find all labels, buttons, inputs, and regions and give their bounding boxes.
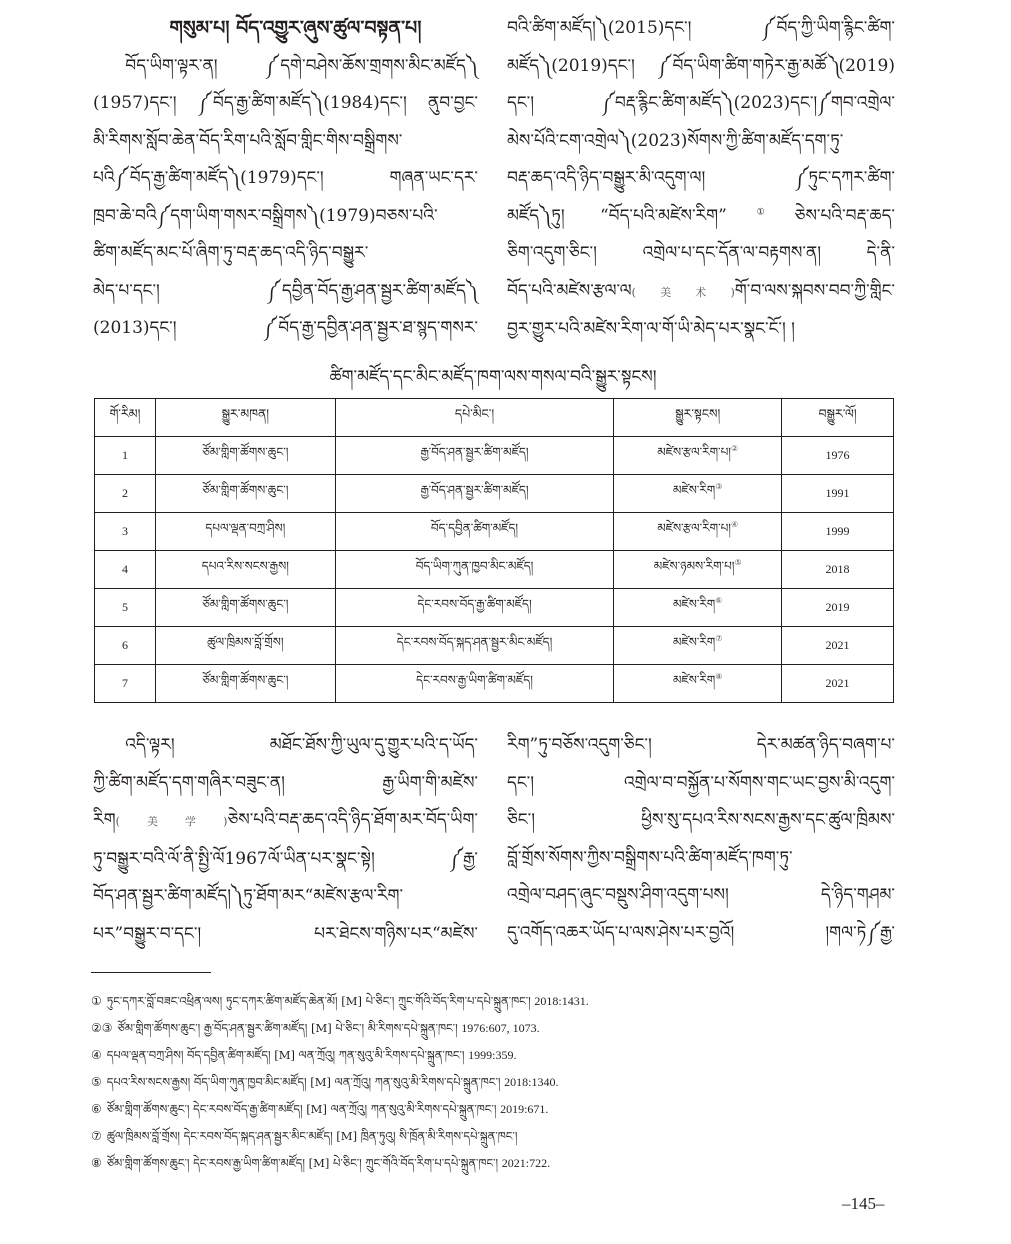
footnotes [91,988,911,1177]
table-title: ཚིག་མཛོད་དང་མིང་མཛོད་ཁག་ལས་གསལ་བའི་སྒྱུར་སྟངས། [329,367,657,387]
cell-year-text: 1976 [825,448,850,462]
cell-rendering-text: མཛེས་རིག [672,596,716,611]
top-left-column [93,10,478,348]
paragraph-line: བའི་ཚིག་མཛོད།༽(2015)དང་། ༼བོད་ཀྱི་ཡིག་རྙིང་ཚིག་ [507,18,895,38]
table-row [95,551,894,589]
footnote-text: ཚུལ་ཁྲིམས་བློ་གྲོས། དེང་རབས་བོད་སྐད་ཤན་སྦྱར་མིང་མཛོད། [M] ཁྲིན་ཏུའུ། སི་ཁྲོན་མི་རིགས་དཔེ་སྐྲུན་ཁང་། [106,1129,518,1143]
footnote-text: ཏུང་དཀར་བློ་བཟང་འཕྲིན་ལས། ཏུང་དཀར་ཚིག་མཛོད་ཆེན་མོ། [M] པེ་ཅིང་། ཀྲུང་གོའི་བོད་རིག་པ་དཔེ་སྐྲུན་ཁང་། [106,994,531,1008]
footnote-pub-info: 2018:1340. [504,1075,559,1089]
paragraph-line: མེད་པ་དང་། ༼དབྱིན་བོད་རྒྱ་ཤན་སྦྱར་ཚིག་མཛོད༽ [93,280,478,301]
footnote [91,1096,911,1123]
cell-number-text: 3 [121,524,128,538]
cell-number [95,665,156,703]
header-rendering: སྒྱུར་སྟངས། [614,399,782,437]
paragraph-line: ཅིང་། ཕྱིས་སུ་དཔའ་རིས་སངས་རྒྱས་དང་ཚུལ་ཁྲིམས་ [507,810,895,830]
cell-translator [155,627,335,665]
header-book: དཔེ་མིང་། [335,399,614,437]
bottom-right-column [507,727,895,952]
cell-translator-text: ཙོམ་གླིག་ཚོགས་ཆུང་། [202,596,289,611]
paragraph-line: བོད་ཤན་སྦྱར་ཚིག་མཛོད།༽ཏུ་ཐོག་མར“མཛེས་རྩལ་རིག་ [93,886,404,906]
footnote-pub-info: 2019:671. [500,1102,549,1116]
cell-rendering [614,665,782,703]
cell-rendering [614,475,782,513]
cell-rendering-text: མཛེས་རིག [672,672,716,687]
cell-number-text: 2 [121,486,128,500]
footnote-pub-info: 2018:1431. [534,994,589,1008]
cell-year [782,513,894,551]
cell-book [335,665,614,703]
paragraph-line [507,198,895,236]
table-row [95,475,894,513]
paragraph-line [93,802,478,841]
footnote-text: དཔའ་རིས་སངས་རྒྱས། བོད་ཡིག་ཀུན་ཁྱབ་མིང་མཛོད། [M] ལན་ཀྲོའུ། ཀན་སུའུ་མི་རིགས་དཔེ་སྐྲུན་ཁང་། [106,1075,501,1089]
footnote-pub-info: 1976:607, 1073. [461,1021,540,1035]
footnote-ref[interactable]: ④ [730,519,739,529]
text-fragment: གོ་བ་ལས་སྐབས་བབ་ཀྱི་གླིང་ [734,280,895,301]
paragraph-line: རིག”ཏུ་བཅོས་འདུག་ཅིང་། དེར་མཚན་ཉིད་བཞག་པ་ [507,735,895,755]
paragraph-line: འདི་ལྟར། མཐོང་ཐོས་ཀྱི་ཡུལ་དུ་གྱུར་པའི་ད་ཡོད་ [125,735,478,755]
paragraph-line: ཅིག་འདུག་ཅིང་། འགྲེལ་པ་དང་དོན་ལ་བརྟགས་ན། དེ་ནི་ [507,243,895,263]
cell-year-text: 2018 [825,562,850,576]
cell-number [95,437,156,475]
table-row [95,513,894,551]
cell-year [782,437,894,475]
cell-year-text: 2021 [825,676,850,690]
footnote-pub-info: 1999:359. [468,1048,517,1062]
paragraph-line [507,273,895,312]
header-year: བསྒྱུར་ལོ། [782,399,894,437]
cell-rendering [614,589,782,627]
footnote [91,988,911,1015]
paragraph-line: བློ་གྲོས་སོགས་ཀྱིས་བསྒྲིགས་པའི་ཚིག་མཛོད་ཁག་ཏུ་ [507,847,793,868]
table-body [95,437,894,703]
cell-book-text: རྒྱ་བོད་ཤན་སྦྱར་ཚིག་མཛོད། [420,482,529,497]
footnote-mark: ⑥ [91,1102,102,1116]
footnote-ref[interactable]: ⑦ [715,633,723,643]
cell-book-text: རྒྱ་བོད་ཤན་སྦྱར་ཚིག་མཛོད། [420,444,529,459]
cell-rendering-text: མཛེས་རྩལ་རིག་པ། [657,520,731,535]
cell-translator [155,513,335,551]
cell-rendering-text: མཛེས་ཉམས་རིག་པ། [653,558,735,573]
cell-number [95,589,156,627]
cell-number-text: 1 [121,448,128,462]
cell-rendering [614,551,782,589]
footnote-mark: ⑦ [91,1129,102,1143]
quoted-term: མཛོད༽ཏུ། “བོད་པའི་མཛེས་རིག” [507,205,727,226]
cell-translator-text: ཙོམ་གླིག་ཚོགས་ཆུང་། [202,444,289,459]
cell-book [335,589,614,627]
footnote [91,1015,911,1042]
paragraph-line: ཏུ་བསྒྱུར་བའི་ལོ་ནི་སྤྱི་ལོ1967ལོ་ཡིན་པར་སྣང་སྟེ། ༼རྒྱ་ [93,848,478,869]
footnote-text: དཔལ་ལྡན་བཀྲ་ཤིས། བོད་དབྱིན་ཚིག་མཛོད། [M] ལན་ཀྲོའུ། ཀན་སུའུ་མི་རིགས་དཔེ་སྐྲུན་ཁང་། [106,1048,465,1062]
cell-translator-text: དཔལ་ལྡན་བཀྲ་ཤིས། [205,520,286,535]
footnote-ref[interactable]: ⑧ [715,671,723,681]
table-header-row [95,399,894,437]
section-heading: གསུམ་པ། བོད་འགྱུར་ཞུས་ཚུལ་བསྟན་པ། [169,17,422,39]
cell-year-text: 2019 [825,600,850,614]
cell-year [782,665,894,703]
paragraph-line: (2013)དང་། ༼བོད་རྒྱ་དབྱིན་ཤན་སྦྱར་ཐ་སྙད་གསར་ [93,318,478,338]
cell-book [335,627,614,665]
cell-year-text: 2021 [825,638,850,652]
cell-number [95,551,156,589]
cell-translator-text: དཔའ་རིས་སངས་རྒྱས། [201,558,289,573]
footnote-ref[interactable]: ③ [715,481,723,491]
paragraph-line: པའི༼བོད་རྒྱ་ཚིག་མཛོད༽(1979)དང་། གཞན་ཡང་དར་ [93,168,478,188]
cell-book-text: དེང་རབས་བོད་རྒྱ་ཚིག་མཛོད། [417,596,532,611]
bottom-left-column [93,727,478,953]
footnote [91,1123,911,1150]
cell-book-text: བོད་དབྱིན་ཚིག་མཛོད། [430,520,519,535]
cell-number-text: 5 [121,600,128,614]
text-fragment: ཅེས་པའི་བརྡ་ཆད་ [794,205,895,226]
cell-year [782,627,894,665]
paragraph-line: བརྡ་ཆད་འདི་ཉིད་བསྒྱུར་མི་འདུག་ལ། ༼ཏུང་དཀར་ཚིག་ [507,168,895,188]
chinese-gloss: (美术) [631,285,735,299]
text-fragment: བོད་པའི་མཛེས་རྩལ་ལ [507,280,632,301]
cell-rendering [614,437,782,475]
cell-rendering [614,513,782,551]
translations-table [94,398,894,703]
paragraph-line: པར”བསྒྱུར་བ་དང་། པར་ཐེངས་གཉིས་པར“མཛེས་ [93,923,478,944]
cell-translator [155,475,335,513]
footnote-ref[interactable]: ⑥ [715,595,723,605]
paragraph-line: (1957)དང་། ༼བོད་རྒྱ་ཚིག་མཛོད༽(1984)དང་། ནུབ་བྱང་ [93,93,478,113]
table-row [95,437,894,475]
cell-number-text: 7 [121,676,128,690]
cell-rendering-text: མཛེས་རིག [672,482,716,497]
footnote-mark: ④ [91,1048,102,1062]
footnote [91,1042,911,1069]
footnote-text: ཙོམ་གླིག་ཚོགས་ཆུང་། དེང་རབས་བོད་རྒྱ་ཚིག་མཛོད། [M] ལན་ཀྲོའུ། ཀན་སུའུ་མི་རིགས་དཔེ་སྐྲུན་ཁང་། [106,1102,497,1116]
cell-book [335,437,614,475]
footnote [91,1150,911,1177]
footnote-pub-info: 2021:722. [501,1156,551,1170]
paragraph-line: ཁྲབ་ཆེ་བའི༼དག་ཡིག་གསར་བསྒྲིགས༽(1979)བཅས་པའི་ [93,205,438,226]
footnote-text: ཙོམ་གླིག་ཚོགས་ཆུང་། རྒྱ་བོད་ཤན་སྦྱར་ཚིག་མཛོད། [M] པེ་ཅིང་། མི་རིགས་དཔེ་སྐྲུན་ཁང་། [117,1021,458,1035]
cell-number [95,513,156,551]
footnote-mark: ① [91,994,102,1008]
paragraph-line: བྱར་གྱུར་པའི་མཛེས་རིག་ལ་གོ་ཡི་མེད་པར་སྣང་ངོ་། ། [507,319,795,339]
text-fragment: རིག [93,810,116,830]
footnote-mark: ⑤ [91,1075,102,1089]
footnote-mark: ②③ [91,1021,113,1035]
header-translator: སྒྱུར་མཁན། [155,399,335,437]
cell-year-text: 1991 [825,486,850,500]
top-right-column [507,10,895,349]
footnote-divider [91,972,211,973]
cell-rendering-text: མཛེས་རིག [672,634,716,649]
cell-year [782,475,894,513]
footnote-ref[interactable]: ⑤ [734,557,742,567]
paragraph-line: བོད་ཡིག་ལྟར་ན། ༼དགེ་བཤེས་ཆོས་གྲགས་མིང་མཛོད༽ [125,55,478,76]
cell-book [335,475,614,513]
paragraph-line: དུ་འགོད་འཆར་ཡོད་པ་ལས་ཤེས་པར་བྱའོ། །གལ་ཏེ༼རྒྱ་ [507,922,895,943]
paragraph-line: ཚིག་མཛོད་མང་པོ་ཞིག་ཏུ་བརྡ་ཆད་འདི་ཉིད་བསྒྱུར་ [93,243,369,263]
paragraph-line: མི་རིགས་སློབ་ཆེན་བོད་རིག་པའི་སློབ་གླིང་གིས་བསྒྲིགས་ [93,130,403,151]
cell-translator-text: ཙོམ་གླིག་ཚོགས་ཆུང་། [202,672,289,687]
paragraph-line: ཀྱི་ཚིག་མཛོད་དག་གཞིར་བཟུང་ན། རྒྱ་ཡིག་གི་མཛེས་ [93,772,478,793]
paragraph-line: མེས་པོའི་ངག་འགྲེལ༽(2023)སོགས་ཀྱི་ཚིག་མཛོད་དག་ཏུ་ [507,130,844,151]
header-number: གོ་རིམ། [95,399,156,437]
table-row [95,627,894,665]
cell-rendering-text: མཛེས་རྩལ་རིག་པ། [657,444,731,459]
footnote-mark: ⑧ [91,1156,102,1170]
cell-translator [155,437,335,475]
footnote-ref-1[interactable]: ① [726,206,795,217]
cell-number-text: 6 [121,638,128,652]
chinese-gloss: (美学) [115,815,228,828]
cell-number [95,627,156,665]
paragraph-line: དང་། ༼བརྡ་རྙིང་ཚིག་མཛོད༽(2023)དང་།༼གབ་འགྲེལ་ [507,93,895,113]
cell-year [782,589,894,627]
cell-translator [155,551,335,589]
footnote-text: ཙོམ་གླིག་ཚོགས་ཆུང་། དེང་རབས་རྒྱ་ཡིག་ཚིག་མཛོད། [M] པེ་ཅིང་། ཀྲུང་གོའི་བོད་རིག་པ་དཔེ་སྐྲུན་ཁང་། [106,1156,499,1170]
paragraph-line: འགྲེལ་བཤད་ཞུང་བསྡུས་ཤིག་འདུག་པས། དེ་ཉིད་གཤམ་ [507,885,895,905]
footnote [91,1069,911,1096]
cell-number [95,475,156,513]
cell-year-text: 1999 [825,524,850,538]
cell-book-text: དེང་རབས་བོད་སྐད་ཤན་སྦྱར་མིང་མཛོད། [396,634,553,649]
cell-book [335,513,614,551]
cell-translator-text: ཙོམ་གླིག་ཚོགས་ཆུང་། [202,482,289,497]
cell-year [782,551,894,589]
cell-book-text: དེང་རབས་རྒྱ་ཡིག་ཚིག་མཛོད། [416,672,533,687]
cell-book-text: བོད་ཡིག་ཀུན་ཁྱབ་མིང་མཛོད། [415,558,534,573]
cell-number-text: 4 [121,562,128,576]
page-number: –145– [842,1194,885,1213]
cell-rendering [614,627,782,665]
table-row [95,665,894,703]
cell-translator-text: ཚུལ་ཁྲིམས་བློ་གྲོས། [207,634,284,649]
footnote-ref[interactable]: ② [730,443,739,453]
cell-translator [155,665,335,703]
paragraph-line: དང་། འགྲེལ་བ་བསྐྱོན་པ་སོགས་གང་ཡང་བྱས་མི་འདུག་ [507,772,895,793]
paragraph-line: མཛོད༽(2019)དང་། ༼བོད་ཡིག་ཚིག་གཏེར་རྒྱ་མཚོ༽(2019) [507,55,895,76]
text-fragment: ཅེས་པའི་བརྡ་ཆད་འདི་ཉིད་ཐོག་མར་བོད་ཡིག་ [227,810,478,830]
table-row [95,589,894,627]
cell-translator [155,589,335,627]
cell-book [335,551,614,589]
